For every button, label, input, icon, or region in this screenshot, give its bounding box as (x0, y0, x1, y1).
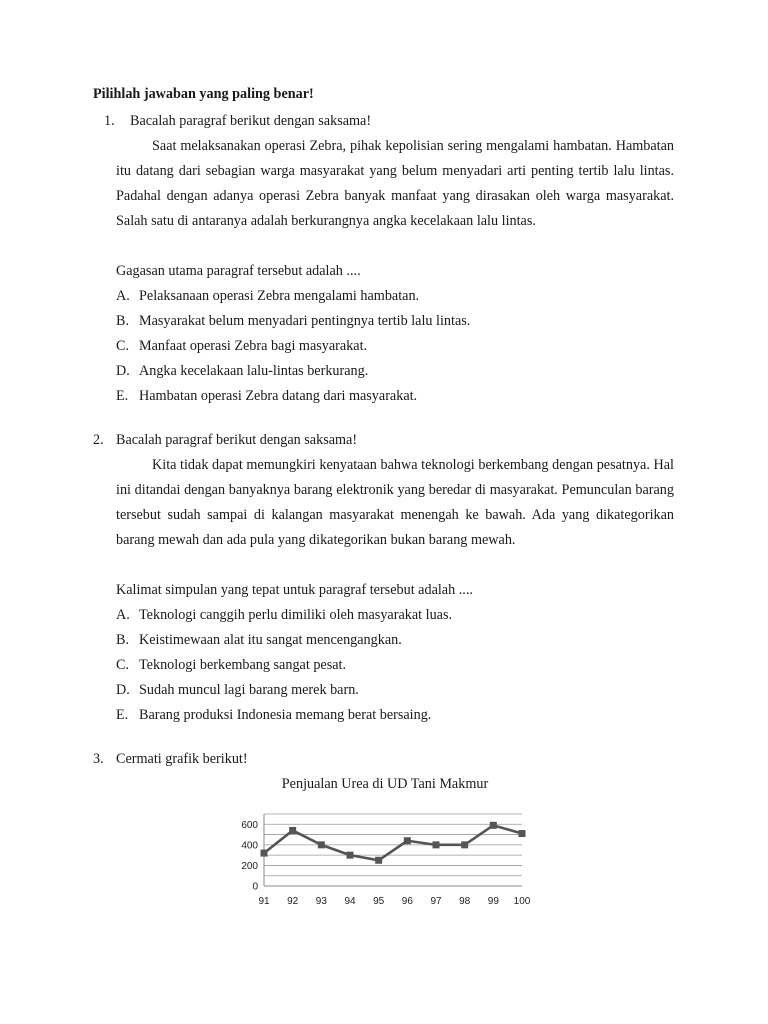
chart-title: Penjualan Urea di UD Tani Makmur (281, 776, 489, 792)
question-2-prompt: Kalimat simpulan yang tepat untuk paragraf tersebut adalah .... (116, 582, 473, 598)
y-tick-label: 600 (241, 819, 258, 831)
option-e[interactable] (116, 384, 470, 409)
x-tick-label: 100 (513, 896, 531, 907)
data-point (261, 850, 268, 857)
x-tick-label: 92 (287, 896, 299, 907)
option-text: Sudah muncul lagi barang merek barn. (139, 682, 359, 698)
option-text: Teknologi berkembang sangat pesat. (139, 657, 347, 673)
question-3-header (93, 751, 248, 768)
data-point (404, 837, 411, 844)
data-point (433, 841, 440, 848)
option-letter: D. (116, 363, 130, 379)
question-1-options (116, 284, 470, 409)
option-letter: A. (116, 288, 130, 304)
y-tick-label: 400 (241, 840, 258, 852)
x-tick-label: 93 (315, 896, 327, 907)
line-chart (220, 806, 540, 910)
option-letter: B. (116, 632, 130, 648)
data-point (490, 822, 497, 829)
option-a[interactable] (116, 603, 452, 628)
option-letter: E. (116, 707, 129, 723)
option-text: Barang produksi Indonesia memang berat bersaing. (139, 707, 432, 723)
data-point (289, 827, 296, 834)
option-text: Masyarakat belum menyadari pentingnya tertib lalu lintas. (139, 313, 471, 329)
question-1-prompt: Gagasan utama paragraf tersebut adalah .... (116, 263, 361, 279)
x-tick-label: 94 (344, 896, 356, 907)
option-letter: C. (116, 338, 130, 354)
question-2-paragraph: Kita tidak dapat memungkiri kenyataan bahwa teknologi berkembang dengan pesatnya. Hal ini ditandai dengan banyaknya barang elektronik yang beredar di masyarakat. Pemunculan barang tersebut sudah sampai di kalangan masyarakat menengah ke bawah. Ada yang dikategorikan barang mewah dan ada pula yang dikategorikan bukan barang mewah. (116, 457, 674, 548)
option-text: Angka kecelakaan lalu-lintas berkurang. (139, 363, 369, 379)
data-point (375, 857, 382, 864)
question-2-options (116, 603, 452, 728)
question-lead: Bacalah paragraf berikut dengan saksama! (116, 432, 358, 448)
y-tick-label: 200 (241, 860, 258, 872)
option-text: Keistimewaan alat itu sangat mencengangkan. (139, 632, 402, 648)
option-c[interactable] (116, 334, 470, 359)
question-2-header (93, 432, 357, 449)
option-letter: C. (116, 657, 130, 673)
question-lead: Bacalah paragraf berikut dengan saksama! (130, 113, 372, 129)
option-d[interactable] (116, 359, 470, 384)
option-b[interactable] (116, 628, 452, 653)
option-letter: A. (116, 607, 130, 623)
option-letter: D. (116, 682, 130, 698)
question-number: 2. (93, 432, 104, 448)
option-e[interactable] (116, 703, 452, 728)
option-text: Teknologi canggih perlu dimiliki oleh masyarakat luas. (139, 607, 453, 623)
question-lead: Cermati grafik berikut! (116, 751, 248, 767)
question-number: 3. (93, 751, 104, 767)
question-number: 1. (104, 113, 115, 129)
x-tick-label: 99 (487, 896, 499, 907)
data-point (347, 852, 354, 859)
x-tick-label: 95 (373, 896, 385, 907)
data-point (318, 841, 325, 848)
data-point (461, 841, 468, 848)
data-point (519, 830, 526, 837)
option-a[interactable] (116, 284, 470, 309)
option-c[interactable] (116, 653, 452, 678)
option-d[interactable] (116, 678, 452, 703)
option-letter: B. (116, 313, 130, 329)
x-tick-label: 91 (258, 896, 270, 907)
option-text: Manfaat operasi Zebra bagi masyarakat. (139, 338, 368, 354)
instruction-heading: Pilihlah jawaban yang paling benar! (93, 86, 314, 102)
question-1-paragraph: Saat melaksanakan operasi Zebra, pihak kepolisian sering mengalami hambatan. Hambatan itu datang dari sebagian warga masyarakat yang belum menyadari arti penting tertib lalu lintas. Padahal dengan adanya operasi Zebra banyak manfaat yang dirasakan oleh warga masyarakat. Salah satu di antaranya adalah berkurangnya angka kecelakaan lalu lintas. (116, 138, 674, 229)
x-tick-label: 98 (459, 896, 471, 907)
question-1-header (104, 113, 371, 130)
option-text: Pelaksanaan operasi Zebra mengalami hambatan. (139, 288, 420, 304)
option-text: Hambatan operasi Zebra datang dari masyarakat. (139, 388, 418, 404)
option-letter: E. (116, 388, 129, 404)
x-tick-label: 97 (430, 896, 442, 907)
option-b[interactable] (116, 309, 470, 334)
y-tick-label: 0 (252, 881, 258, 893)
x-tick-label: 96 (401, 896, 413, 907)
